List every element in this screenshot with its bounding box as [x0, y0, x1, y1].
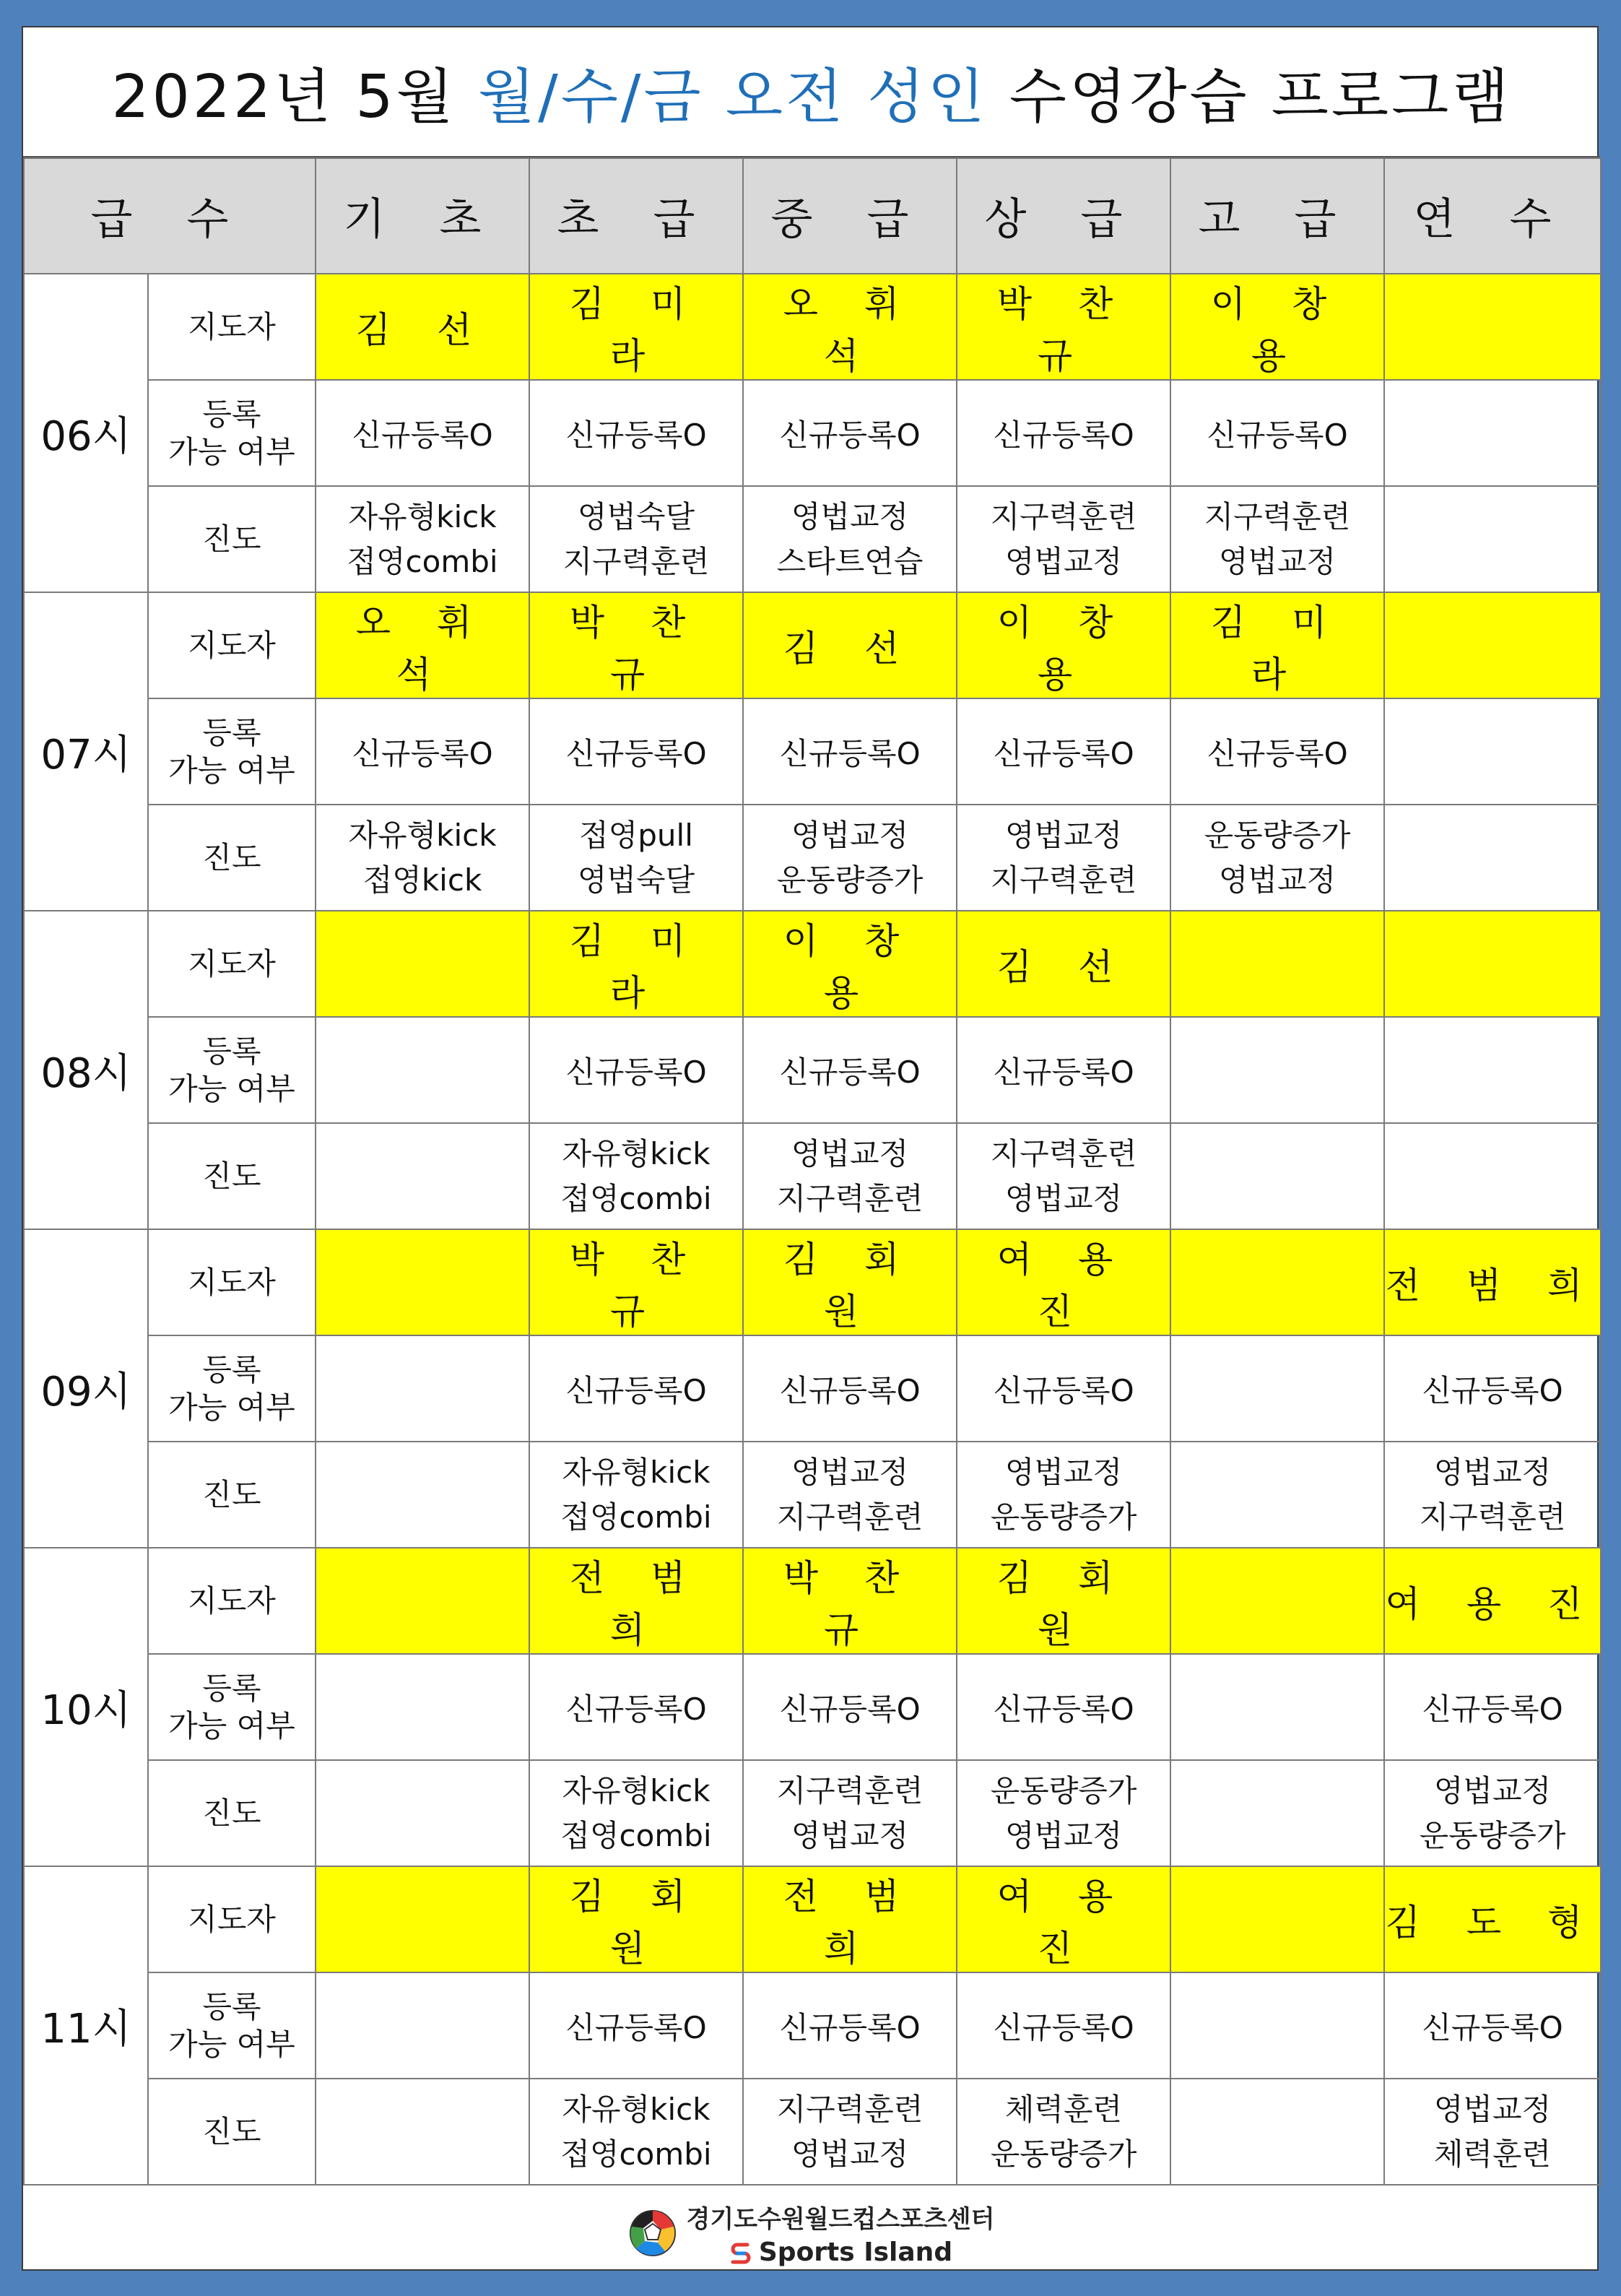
row-label-registration [148, 1335, 316, 1442]
progress-line: 접영combi [560, 1499, 712, 1535]
progress-line: 운동량증가 [776, 862, 924, 898]
progress-line: 영법교정 [791, 2136, 909, 2172]
progress-line: 영법교정 [791, 498, 909, 534]
title-suffix: 수영강습 프로그램 [987, 62, 1512, 131]
progress-line: 영법교정 [1004, 817, 1123, 853]
instructor-cell: 김 미 라 [529, 274, 743, 380]
registration-cell: 신규등록O [316, 380, 529, 486]
registration-cell: 신규등록O [1384, 1972, 1601, 2079]
progress-row [24, 1123, 1601, 1229]
registration-label-line1: 등록 [202, 714, 261, 750]
logo-text [687, 2199, 995, 2267]
registration-row [24, 1972, 1601, 2079]
registration-cell [1384, 380, 1601, 486]
instructor-cell: 오 휘 석 [743, 274, 957, 380]
progress-line: 영법교정 [791, 1135, 909, 1171]
progress-cell [316, 1442, 529, 1548]
row-label-progress: 진도 [148, 2079, 316, 2185]
progress-line: 접영combi [347, 543, 498, 579]
instructor-cell: 김 도 형 [1384, 1866, 1601, 1972]
progress-line: 지구력훈련 [990, 1135, 1137, 1171]
column-header: 기 초 [316, 158, 529, 274]
instructor-cell: 박 찬 규 [743, 1548, 957, 1654]
progress-line: 영법교정 [1004, 543, 1123, 579]
registration-cell: 신규등록O [1384, 1335, 1601, 1442]
progress-line: 지구력훈련 [990, 498, 1137, 534]
row-label-progress: 진도 [148, 1123, 316, 1229]
registration-cell [1170, 1654, 1384, 1760]
registration-cell [1170, 1335, 1384, 1442]
column-header: 연 수 [1384, 158, 1601, 274]
time-slot: 08시 [24, 911, 148, 1229]
progress-line: 영법교정 [1433, 1454, 1552, 1490]
instructor-cell [1170, 1229, 1384, 1335]
instructor-cell: 박 찬 규 [529, 1229, 743, 1335]
registration-cell [1384, 698, 1601, 805]
progress-cell [957, 2079, 1170, 2185]
progress-line: 체력훈련 [1433, 2136, 1552, 2172]
registration-label-line2: 가능 여부 [168, 1389, 295, 1425]
registration-cell: 신규등록O [529, 1335, 743, 1442]
progress-cell [1384, 805, 1601, 911]
progress-line: 자유형kick [348, 817, 497, 853]
progress-cell [1384, 1760, 1601, 1866]
instructor-cell [316, 1229, 529, 1335]
instructor-cell: 여 용 진 [957, 1866, 1170, 1972]
progress-cell [316, 805, 529, 911]
progress-cell [316, 486, 529, 592]
progress-line: 스타트연습 [776, 543, 924, 579]
progress-cell [529, 2079, 743, 2185]
registration-cell: 신규등록O [529, 1017, 743, 1123]
registration-label-line2: 가능 여부 [168, 2026, 295, 2062]
registration-cell: 신규등록O [743, 1335, 957, 1442]
progress-cell [957, 486, 1170, 592]
registration-cell: 신규등록O [743, 698, 957, 805]
registration-cell: 신규등록O [316, 698, 529, 805]
instructor-cell: 여 용 진 [957, 1229, 1170, 1335]
instructor-cell: 전 범 희 [529, 1548, 743, 1654]
progress-cell [1170, 1442, 1384, 1548]
instructor-row [24, 1866, 1601, 1972]
registration-label-line2: 가능 여부 [168, 433, 295, 469]
progress-cell [1384, 486, 1601, 592]
progress-cell [1170, 1123, 1384, 1229]
progress-line: 접영combi [560, 1817, 712, 1853]
progress-row [24, 805, 1601, 911]
time-slot: 09시 [24, 1229, 148, 1548]
progress-cell [529, 1123, 743, 1229]
progress-cell [957, 1760, 1170, 1866]
registration-cell: 신규등록O [957, 380, 1170, 486]
progress-line: 운동량증가 [990, 1499, 1137, 1535]
time-slot: 07시 [24, 592, 148, 911]
progress-line: 영법교정 [791, 1817, 909, 1853]
instructor-cell: 여 용 진 [1384, 1548, 1601, 1654]
progress-cell [529, 1442, 743, 1548]
progress-cell [529, 486, 743, 592]
instructor-cell [316, 911, 529, 1017]
progress-row [24, 486, 1601, 592]
progress-line: 지구력훈련 [776, 1772, 924, 1808]
row-label-instructor: 지도자 [148, 1548, 316, 1654]
instructor-cell: 김 미 라 [529, 911, 743, 1017]
progress-line: 운동량증가 [990, 2136, 1137, 2172]
header-row [24, 158, 1601, 274]
instructor-row [24, 911, 1601, 1017]
brand-row [729, 2237, 952, 2267]
registration-label-line2: 가능 여부 [168, 1070, 295, 1106]
registration-cell: 신규등록O [529, 380, 743, 486]
registration-row [24, 380, 1601, 486]
row-label-instructor: 지도자 [148, 274, 316, 380]
instructor-cell: 이 창 용 [957, 592, 1170, 698]
progress-cell [743, 486, 957, 592]
progress-cell [743, 1442, 957, 1548]
progress-cell [743, 2079, 957, 2185]
progress-cell [1384, 1123, 1601, 1229]
column-header: 초 급 [529, 158, 743, 274]
registration-cell [316, 1972, 529, 2079]
instructor-cell: 박 찬 규 [957, 274, 1170, 380]
instructor-cell: 전 범 희 [1384, 1229, 1601, 1335]
progress-line: 지구력훈련 [776, 1499, 924, 1535]
instructor-cell: 김 회 원 [529, 1866, 743, 1972]
registration-cell: 신규등록O [529, 1972, 743, 2079]
registration-label-line2: 가능 여부 [168, 1707, 295, 1743]
row-label-registration [148, 1654, 316, 1760]
progress-line: 영법교정 [1218, 862, 1337, 898]
registration-row [24, 1335, 1601, 1442]
registration-label-line1: 등록 [202, 1670, 261, 1706]
soccer-ball-icon [629, 2209, 677, 2257]
progress-cell [1384, 1442, 1601, 1548]
row-label-registration [148, 698, 316, 805]
progress-line: 영법교정 [1004, 1817, 1123, 1853]
progress-line: 영법숙달 [577, 862, 695, 898]
progress-line: 영법교정 [1218, 543, 1337, 579]
column-header: 고 급 [1170, 158, 1384, 274]
progress-cell [1170, 2079, 1384, 2185]
row-label-registration [148, 1017, 316, 1123]
progress-line: 운동량증가 [990, 1772, 1137, 1808]
instructor-cell [1384, 592, 1601, 698]
registration-cell [1170, 1972, 1384, 2079]
registration-cell: 신규등록O [529, 698, 743, 805]
progress-line: 접영combi [560, 1180, 712, 1216]
instructor-row [24, 1229, 1601, 1335]
progress-cell [1384, 2079, 1601, 2185]
progress-cell [316, 2079, 529, 2185]
registration-label-line1: 등록 [202, 396, 261, 432]
progress-line: 지구력훈련 [562, 543, 710, 579]
registration-cell: 신규등록O [743, 1017, 957, 1123]
center-logo [629, 2199, 995, 2267]
progress-cell [743, 1123, 957, 1229]
instructor-cell [1170, 1866, 1384, 1972]
registration-cell: 신규등록O [957, 1335, 1170, 1442]
registration-cell [316, 1654, 529, 1760]
progress-cell [957, 1442, 1170, 1548]
row-label-progress: 진도 [148, 486, 316, 592]
progress-line: 자유형kick [562, 2091, 710, 2127]
progress-cell [1170, 1760, 1384, 1866]
registration-row [24, 1017, 1601, 1123]
footer [23, 2196, 1600, 2271]
progress-cell [1170, 805, 1384, 911]
registration-cell: 신규등록O [529, 1654, 743, 1760]
registration-label-line1: 등록 [202, 1033, 261, 1069]
progress-line: 영법교정 [791, 817, 909, 853]
progress-line: 지구력훈련 [1419, 1499, 1566, 1535]
progress-line: 자유형kick [562, 1772, 710, 1808]
row-label-progress: 진도 [148, 805, 316, 911]
row-label-progress: 진도 [148, 1760, 316, 1866]
progress-line: 영법교정 [791, 1454, 909, 1490]
progress-cell [316, 1123, 529, 1229]
registration-cell [316, 1335, 529, 1442]
progress-cell [743, 805, 957, 911]
progress-line: 체력훈련 [1004, 2091, 1123, 2127]
progress-line: 자유형kick [562, 1454, 710, 1490]
progress-cell [957, 805, 1170, 911]
column-header: 급 수 [24, 158, 316, 274]
instructor-cell [1170, 911, 1384, 1017]
title-prefix: 2022년 5월 [111, 62, 478, 131]
instructor-cell: 김 선 [957, 911, 1170, 1017]
instructor-cell: 김 회 원 [957, 1548, 1170, 1654]
progress-line: 지구력훈련 [776, 1180, 924, 1216]
registration-cell [1170, 1017, 1384, 1123]
progress-line: 접영kick [362, 862, 482, 898]
instructor-cell: 이 창 용 [1170, 274, 1384, 380]
time-slot: 06시 [24, 274, 148, 592]
instructor-cell: 김 선 [743, 592, 957, 698]
instructor-row [24, 274, 1601, 380]
column-header: 중 급 [743, 158, 957, 274]
registration-label-line1: 등록 [202, 1351, 261, 1387]
registration-label-line2: 가능 여부 [168, 752, 295, 788]
instructor-row [24, 592, 1601, 698]
schedule-sheet [22, 26, 1599, 2271]
instructor-cell [1170, 1548, 1384, 1654]
row-label-instructor: 지도자 [148, 592, 316, 698]
registration-row [24, 1654, 1601, 1760]
instructor-cell: 김 선 [316, 274, 529, 380]
time-slot: 10시 [24, 1548, 148, 1866]
registration-cell [316, 1017, 529, 1123]
instructor-cell: 이 창 용 [743, 911, 957, 1017]
registration-cell [1384, 1017, 1601, 1123]
registration-label-line1: 등록 [202, 1988, 261, 2024]
registration-cell: 신규등록O [957, 1017, 1170, 1123]
instructor-cell [1384, 911, 1601, 1017]
progress-line: 자유형kick [348, 498, 497, 534]
progress-line: 지구력훈련 [990, 862, 1137, 898]
progress-line: 지구력훈련 [1204, 498, 1351, 534]
center-name: 경기도수원월드컵스포츠센터 [686, 2205, 995, 2234]
progress-line: 자유형kick [562, 1135, 710, 1171]
instructor-row [24, 1548, 1601, 1654]
registration-cell: 신규등록O [1170, 380, 1384, 486]
registration-cell: 신규등록O [1170, 698, 1384, 805]
instructor-cell [316, 1866, 529, 1972]
progress-row [24, 1760, 1601, 1866]
progress-cell [743, 1760, 957, 1866]
instructor-cell: 박 찬 규 [529, 592, 743, 698]
schedule-table [23, 157, 1602, 2185]
progress-line: 지구력훈련 [776, 2091, 924, 2127]
progress-line: 영법교정 [1004, 1180, 1123, 1216]
progress-line: 영법교정 [1433, 1772, 1552, 1808]
instructor-cell: 김 회 원 [743, 1229, 957, 1335]
registration-cell: 신규등록O [743, 1972, 957, 2079]
progress-line: 영법교정 [1433, 2091, 1552, 2127]
row-label-instructor: 지도자 [148, 911, 316, 1017]
brand-name: Sports Island [758, 2237, 953, 2267]
progress-line: 운동량증가 [1204, 817, 1351, 853]
page-title [23, 27, 1600, 157]
registration-row [24, 698, 1601, 805]
instructor-cell [1384, 274, 1601, 380]
registration-cell: 신규등록O [743, 1654, 957, 1760]
progress-row [24, 1442, 1601, 1548]
progress-row [24, 2079, 1601, 2185]
instructor-cell [316, 1548, 529, 1654]
instructor-cell: 오 휘 석 [316, 592, 529, 698]
progress-line: 접영combi [560, 2136, 712, 2172]
progress-cell [316, 1760, 529, 1866]
progress-line: 운동량증가 [1419, 1817, 1566, 1853]
row-label-instructor: 지도자 [148, 1229, 316, 1335]
progress-cell [529, 1760, 743, 1866]
registration-cell: 신규등록O [957, 1972, 1170, 2079]
progress-line: 영법교정 [1004, 1454, 1123, 1490]
row-label-registration [148, 380, 316, 486]
sports-island-icon [729, 2240, 753, 2265]
title-highlight: 월/수/금 오전 성인 [477, 62, 988, 131]
progress-line: 접영pull [579, 817, 693, 853]
column-header: 상 급 [957, 158, 1170, 274]
registration-cell: 신규등록O [1384, 1654, 1601, 1760]
progress-cell [957, 1123, 1170, 1229]
registration-cell: 신규등록O [957, 1654, 1170, 1760]
instructor-cell: 전 범 희 [743, 1866, 957, 1972]
progress-cell [1170, 486, 1384, 592]
registration-cell: 신규등록O [743, 380, 957, 486]
row-label-registration [148, 1972, 316, 2079]
instructor-cell: 김 미 라 [1170, 592, 1384, 698]
progress-cell [529, 805, 743, 911]
registration-cell: 신규등록O [957, 698, 1170, 805]
row-label-instructor: 지도자 [148, 1866, 316, 1972]
row-label-progress: 진도 [148, 1442, 316, 1548]
time-slot: 11시 [24, 1866, 148, 2185]
progress-line: 영법숙달 [577, 498, 695, 534]
